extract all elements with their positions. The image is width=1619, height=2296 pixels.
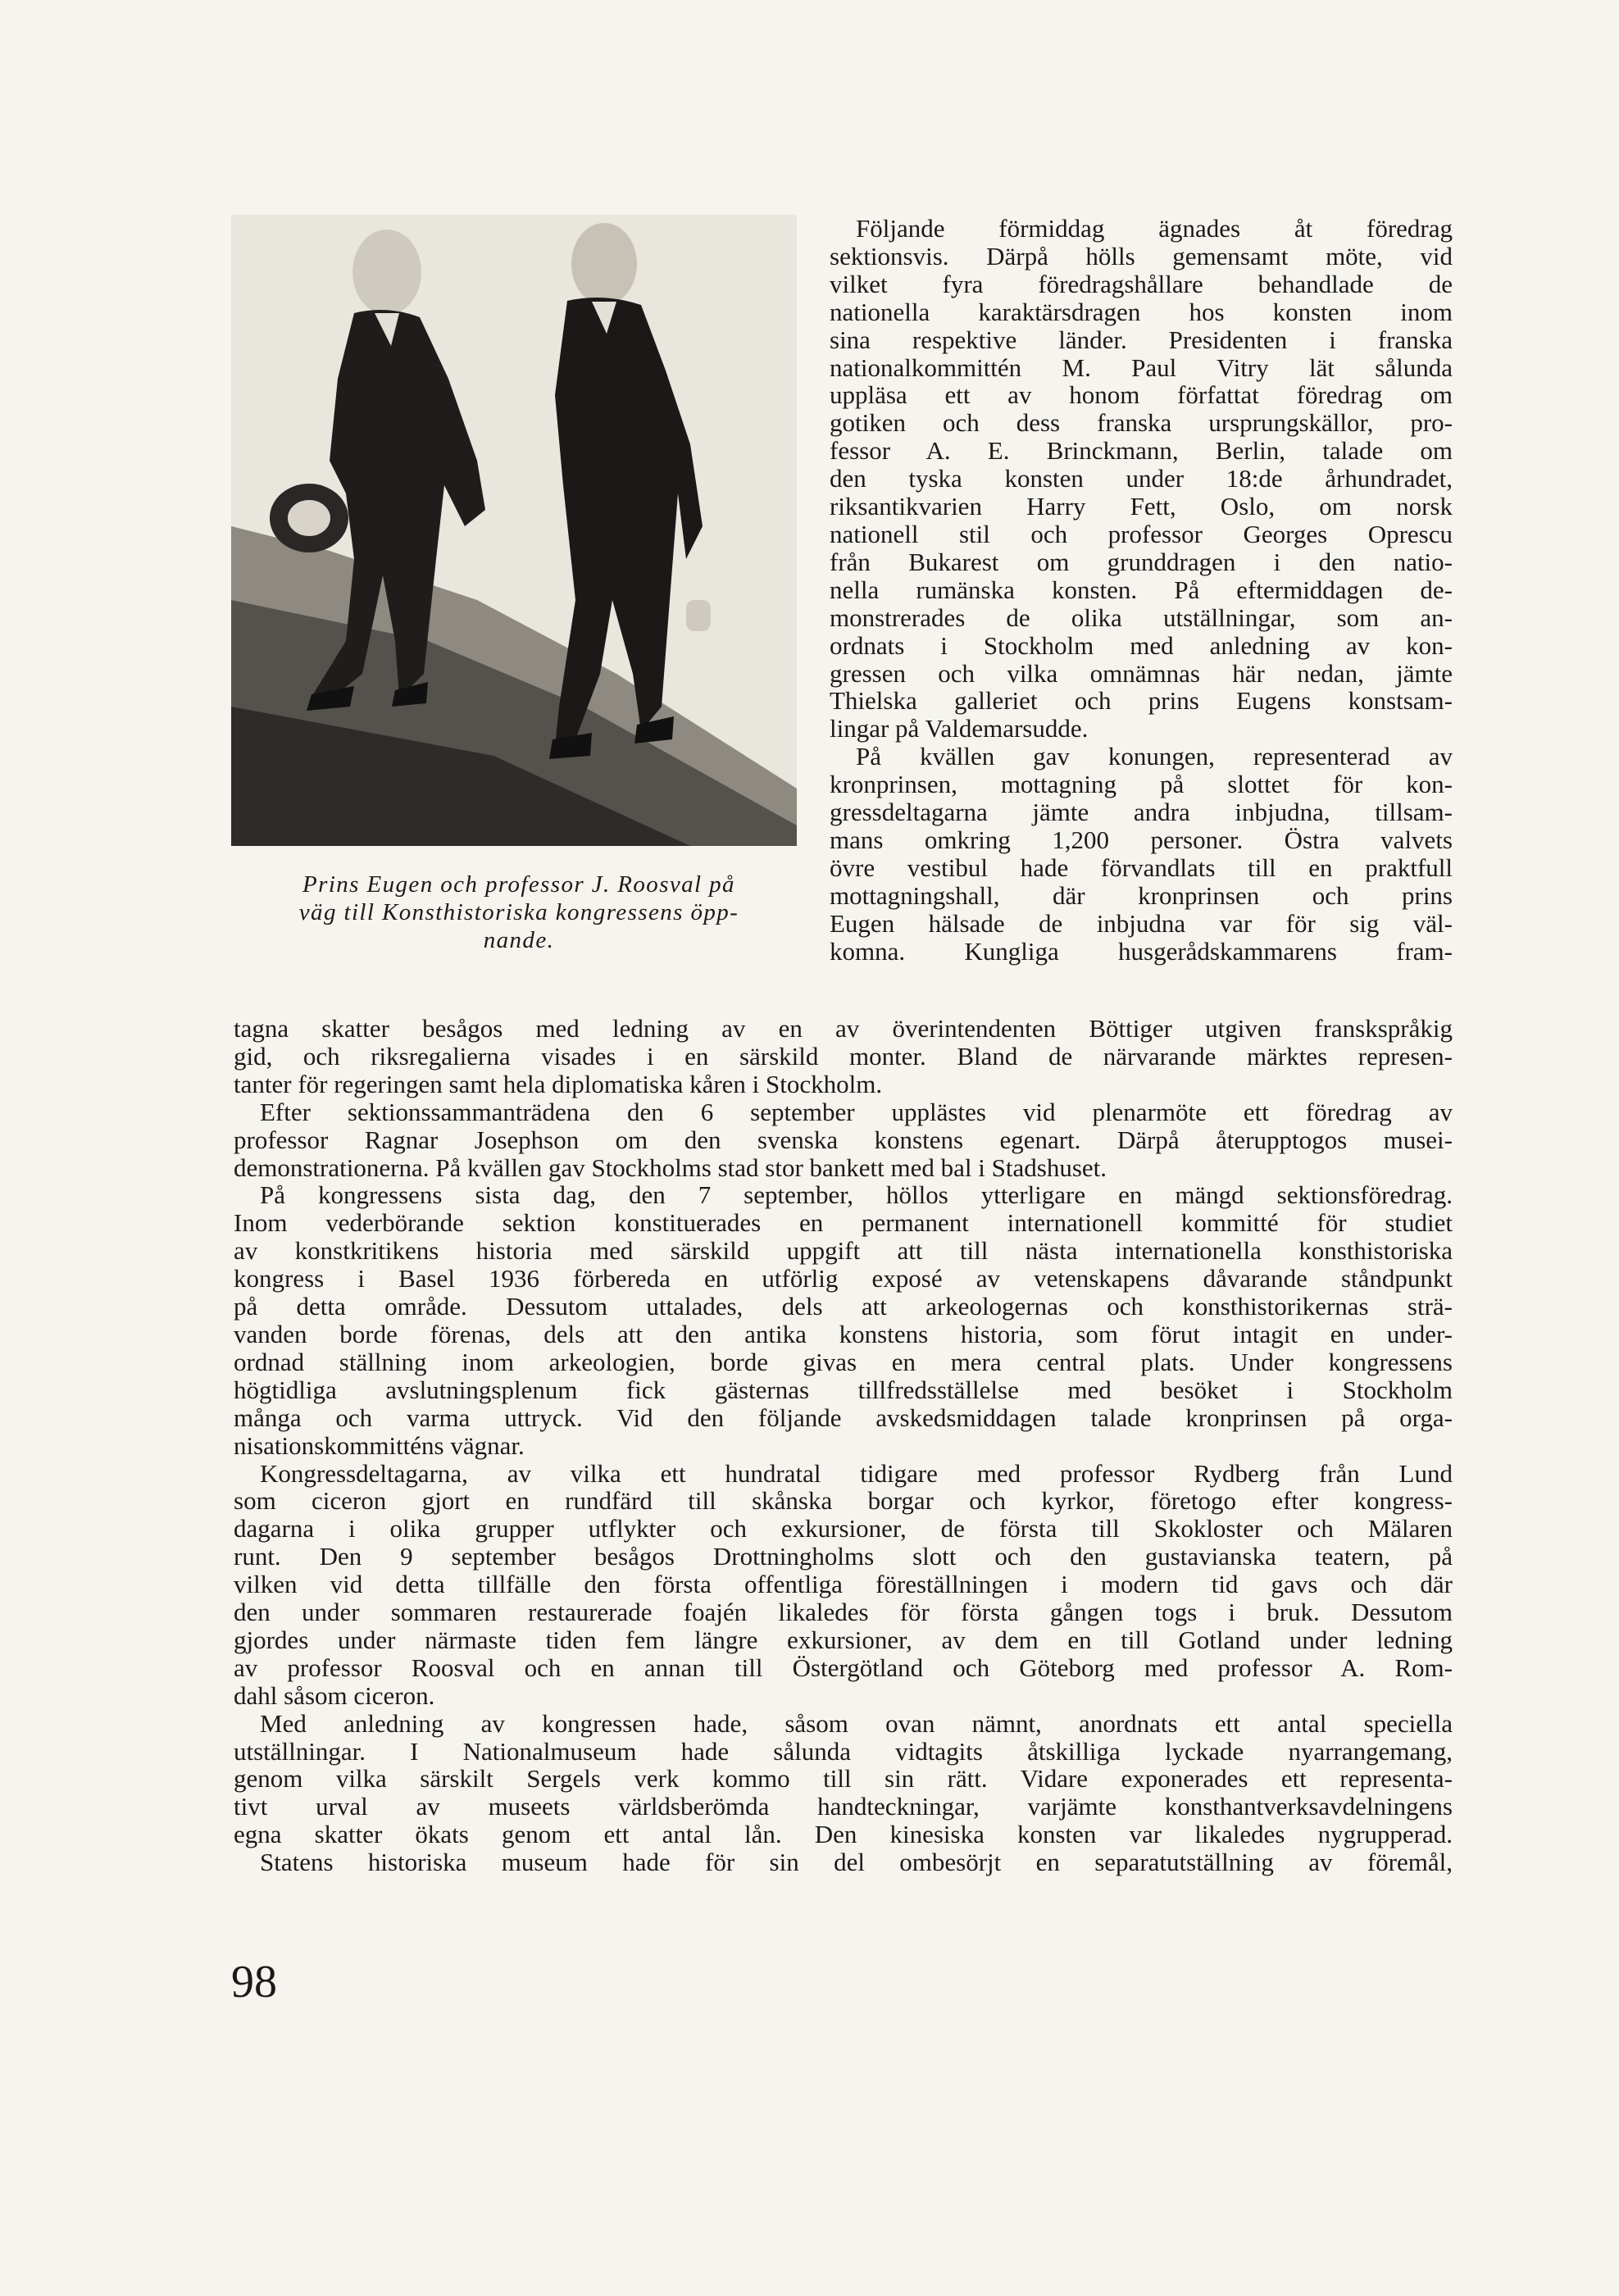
text-line: gid, och riksregalierna visades i en särskild monter. Bland de närvarande märktes represen- bbox=[234, 1041, 1453, 1071]
text-line: fessor A. E. Brinckmann, Berlin, talade om bbox=[830, 436, 1453, 466]
text-line: gjordes under närmaste tiden fem längre exkursioner, av dem en till Gotland under ledning bbox=[234, 1625, 1453, 1654]
text-line: komna. Kungliga husgerådskammarens fram- bbox=[830, 936, 1453, 966]
photo-image bbox=[231, 215, 797, 846]
text-line: nationalkommittén M. Paul Vitry lät sålunda bbox=[830, 352, 1453, 382]
text-line: på detta område. Dessutom uttalades, dels att arkeologernas och konsthistorikernas strä- bbox=[234, 1292, 1453, 1321]
text-line: genom vilka särskilt Sergels verk kommo till sin rätt. Vidare exponerades ett representa- bbox=[234, 1764, 1453, 1794]
text-line: Kongressdeltagarna, av vilka ett hundratal tidigare med professor Rydberg från Lund bbox=[260, 1458, 1453, 1488]
text-line: kongress i Basel 1936 förbereda en utförlig exposé av vetenskapens dåvarande ståndpunkt bbox=[234, 1264, 1453, 1293]
text-line: mans omkring 1,200 personer. Östra valvets bbox=[830, 825, 1453, 854]
text-line: Eugen hälsade de inbjudna var för sig väl- bbox=[830, 908, 1453, 938]
text-line: tagna skatter besågos med ledning av en av överintendenten Böttiger utgiven franskspråkig bbox=[234, 1014, 1453, 1043]
full-width-text bbox=[234, 1015, 1453, 1876]
photograph bbox=[231, 215, 797, 846]
text-line: ordnats i Stockholm med anledning av kon- bbox=[830, 630, 1453, 660]
text-line: vilken vid detta tillfälle den första offentliga föreställningen i modern tid gavs och där bbox=[234, 1570, 1453, 1599]
text-line: På kvällen gav konungen, representerad av bbox=[856, 742, 1453, 771]
text-line: Med anledning av kongressen hade, såsom ovan nämnt, anordnats ett antal speciella bbox=[260, 1708, 1453, 1738]
text-line: vilket fyra föredragshållare behandlade de bbox=[830, 269, 1453, 298]
text-line: vanden borde förenas, dels att den antika konstens historia, som förut intagit en under- bbox=[234, 1319, 1453, 1348]
text-line: den tyska konsten under 18:de århundradet, bbox=[830, 464, 1453, 493]
text-line: mottagningshall, där kronprinsen och prins bbox=[830, 880, 1453, 910]
text-line: nationell stil och professor Georges Oprescu bbox=[830, 519, 1453, 548]
text-line: kronprinsen, mottagning på slottet för kon- bbox=[830, 770, 1453, 799]
text-line: sina respektive länder. Presidenten i franska bbox=[830, 325, 1453, 354]
caption-line: nande. bbox=[483, 927, 555, 953]
text-line: av professor Roosval och en annan till Östergötland och Göteborg med professor A. Rom- bbox=[234, 1653, 1453, 1682]
text-line: som ciceron gjort en rundfärd till skånska borgar och kyrkor, företogo efter kongress- bbox=[234, 1486, 1453, 1516]
text-line: riksantikvarien Harry Fett, Oslo, om norsk bbox=[830, 492, 1453, 521]
page-number: 98 bbox=[231, 1957, 277, 2007]
text-line: monstrerades de olika utställningar, som an- bbox=[830, 602, 1453, 632]
text-line: dagarna i olika grupper utflykter och exkursioner, de första till Skokloster och Mälaren bbox=[234, 1514, 1453, 1544]
text-line: Efter sektionssammanträdena den 6 september upplästes vid plenarmöte ett föredrag av bbox=[260, 1097, 1453, 1126]
text-line: nationella karaktärsdragen hos konsten inom bbox=[830, 297, 1453, 326]
text-line: lingar på Valdemarsudde. bbox=[830, 714, 1089, 743]
text-line: sektionsvis. Därpå hölls gemensamt möte, vid bbox=[830, 241, 1453, 271]
text-line: gressdeltagarna jämte andra inbjudna, tillsam- bbox=[830, 798, 1453, 827]
text-line: ordnad ställning inom arkeologien, borde givas en mera central plats. Under kongressens bbox=[234, 1347, 1453, 1376]
text-line: professor Ragnar Josephson om den svenska konstens egenart. Därpå återupptogos musei- bbox=[234, 1125, 1453, 1154]
text-line: gressen och vilka omnämnas här nedan, jämte bbox=[830, 658, 1453, 688]
text-line: Thielska galleriet och prins Eugens konstsam- bbox=[830, 686, 1453, 716]
text-line: högtidliga avslutningsplenum fick gästernas tillfredsställelse med besöket i Stockholm bbox=[234, 1375, 1453, 1404]
text-line: från Bukarest om grunddragen i den natio- bbox=[830, 547, 1453, 576]
text-line: runt. Den 9 september besågos Drottningholms slott och den gustavianska teatern, på bbox=[234, 1542, 1453, 1571]
caption-line: väg till Konsthistoriska kongressens öpp- bbox=[298, 899, 739, 925]
right-column-text bbox=[830, 215, 1453, 965]
text-line: tivt urval av museets världsberömda handteckningar, varjämte konsthantverksavdelningens bbox=[234, 1792, 1453, 1821]
text-line: nella rumänska konsten. På eftermiddagen de- bbox=[830, 575, 1453, 604]
text-line: På kongressens sista dag, den 7 september, höllos ytterligare en mängd sektionsföredrag. bbox=[260, 1180, 1453, 1210]
text-line: uppläsa ett av honom författat föredrag om bbox=[830, 380, 1453, 410]
caption-line: Prins Eugen och professor J. Roosval på bbox=[302, 871, 735, 898]
text-line: Statens historiska museum hade för sin del ombesörjt en separatutställning av föremål, bbox=[260, 1848, 1453, 1877]
text-line: många och varma uttryck. Vid den följande avskedsmiddagen talade kronprinsen på orga- bbox=[234, 1403, 1453, 1432]
text-line: av konstkritikens historia med särskild uppgift att till nästa internationella konsthistoriska bbox=[234, 1236, 1453, 1266]
text-line: utställningar. I Nationalmuseum hade sålunda vidtagits åtskilliga lyckade nyarrangemang, bbox=[234, 1736, 1453, 1766]
text-line: den under sommaren restaurerade foajén likaledes för första gången togs i bruk. Dessutom bbox=[234, 1598, 1453, 1627]
text-line: Inom vederbörande sektion konstituerades en permanent internationell kommitté för studiet bbox=[234, 1208, 1453, 1238]
text-line: övre vestibul hade förvandlats till en praktfull bbox=[830, 852, 1453, 882]
text-line: dahl såsom ciceron. bbox=[234, 1680, 435, 1710]
text-line: gotiken och dess franska ursprungskällor, pro- bbox=[830, 408, 1453, 438]
photo-caption bbox=[228, 871, 810, 954]
text-line: demonstrationerna. På kvällen gav Stockholms stad stor bankett med bal i Stadshuset. bbox=[234, 1153, 1107, 1182]
text-line: egna skatter ökats genom ett antal lån. Den kinesiska konsten var likaledes nygrupperad. bbox=[234, 1820, 1453, 1849]
text-line: nisationskommitténs vägnar. bbox=[234, 1430, 525, 1460]
text-line: tanter för regeringen samt hela diplomatiska kåren i Stockholm. bbox=[234, 1069, 883, 1098]
text-line: Följande förmiddag ägnades åt föredrag bbox=[856, 214, 1453, 243]
